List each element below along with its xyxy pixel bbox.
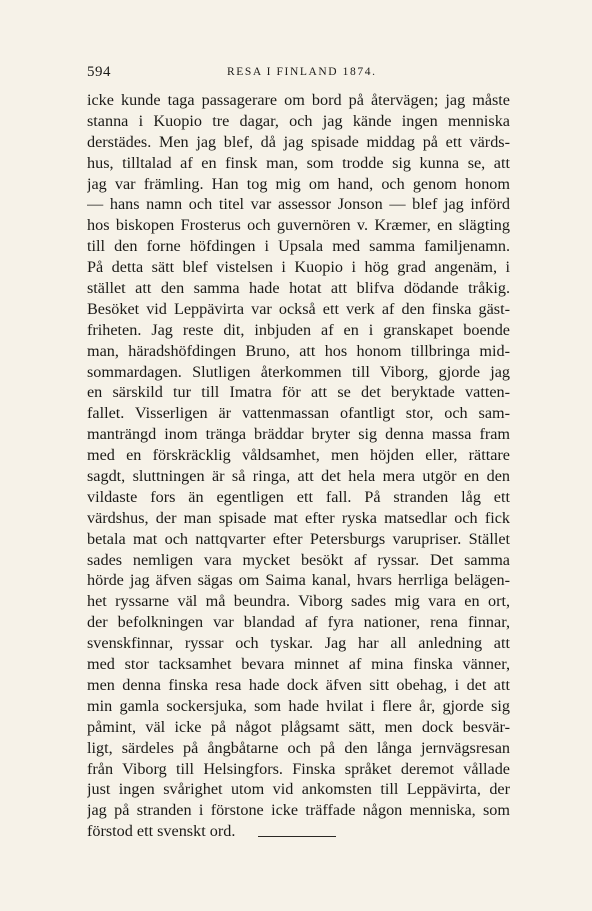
end-rule (258, 836, 336, 837)
text-line: stanna i Kuopio tre dagar, och jag kände ingen menniska (87, 111, 510, 130)
text-line: man, häradshöfdingen Bruno, att hos honom tillbringa mid- (87, 341, 510, 360)
text-line: Besöket vid Leppävirta var också ett verk af den finska gäst- (87, 299, 510, 318)
text-line: med en förskräcklig våldsamhet, men höjden eller, rättare (87, 446, 510, 465)
text-line: just ingen svårighet utom vid ankomsten till Leppävirta, der (87, 780, 510, 799)
text-line: jag var främling. Han tog mig om hand, och genom honom (87, 174, 510, 193)
text-line: friheten. Jag reste dit, inbjuden af en i granskapet boende (87, 320, 510, 339)
text-line: hus, tilltalad af en finsk man, som trodde sig kunna se, att (87, 153, 510, 172)
text-line: stället att den samma hade hotat att blifva dödande tråkig. (87, 279, 510, 298)
text-line: sagdt, sluttningen är så ringa, att det hela mera utgör en den (87, 467, 510, 486)
text-line: — hans namn och titel var assessor Jonson — blef jag införd (87, 195, 510, 214)
text-line: påmint, väl icke på något plågsamt sätt, men dock besvär- (87, 717, 510, 736)
text-line: betala mat och nattqvarter efter Petersburgs varupriser. Stället (87, 529, 510, 548)
text-line: en särskild tur till Imatra för att se det beryktade vatten- (87, 383, 510, 402)
text-line: sommardagen. Slutligen återkommen till Viborg, gjorde jag (87, 362, 510, 381)
text-line: från Viborg till Helsingfors. Finska språket deremot vållade (87, 759, 510, 778)
text-line: hos biskopen Frosterus och guvernören v. Kræmer, en slägting (87, 216, 510, 235)
text-line: hörde jag äfven sägas om Saima kanal, hvars herrliga belägen- (87, 571, 510, 590)
text-line: till den forne höfdingen i Upsala med samma familjenamn. (87, 237, 510, 256)
text-line: derstädes. Men jag blef, då jag spisade middag på ett värds- (87, 132, 510, 151)
running-head: RESA I FINLAND 1874. (227, 66, 377, 78)
page-number: 594 (87, 64, 111, 80)
text-line: På detta sätt blef vistelsen i Kuopio i hög grad angenäm, i (87, 258, 510, 277)
text-line: min gamla sockersjuka, som hade hvilat i flere år, gjorde sig (87, 696, 510, 715)
text-line: der befolkningen var blandad af fyra nationer, rena finnar, (87, 613, 510, 632)
body-paragraph (87, 90, 510, 842)
text-line: icke kunde taga passagerare om bord på återvägen; jag måste (87, 91, 510, 109)
page-header (87, 64, 510, 84)
text-line: värdshus, der man spisade mat efter ryska matsedlar och fick (87, 508, 510, 527)
text-line: het ryssarne väl må beundra. Viborg sades mig vara en ort, (87, 592, 510, 611)
text-line: fallet. Visserligen är vattenmassan ofantligt stor, och sam- (87, 404, 510, 423)
text-line: jag på stranden i förstone icke träffade någon menniska, som (87, 801, 510, 820)
text-line: sades nemligen vara mycket besökt af ryssar. Det samma (87, 550, 510, 569)
text-line: men denna finska resa hade dock äfven sitt obehag, i det att (87, 675, 510, 694)
text-line: med stor tacksamhet bevara minnet af mina finska vänner, (87, 655, 510, 674)
text-line: vildaste fors än egentligen ett fall. På stranden låg ett (87, 487, 510, 506)
text-line: ligt, särdeles på ångbåtarne och på den långa jernvägsresan (87, 738, 510, 757)
text-line: förstod ett svenskt ord. (87, 822, 236, 841)
text-line: manträngd inom tränga bräddar bryter sig denna massa fram (87, 425, 510, 444)
text-line: svenskfinnar, ryssar och tyskar. Jag har all anledning att (87, 634, 510, 653)
